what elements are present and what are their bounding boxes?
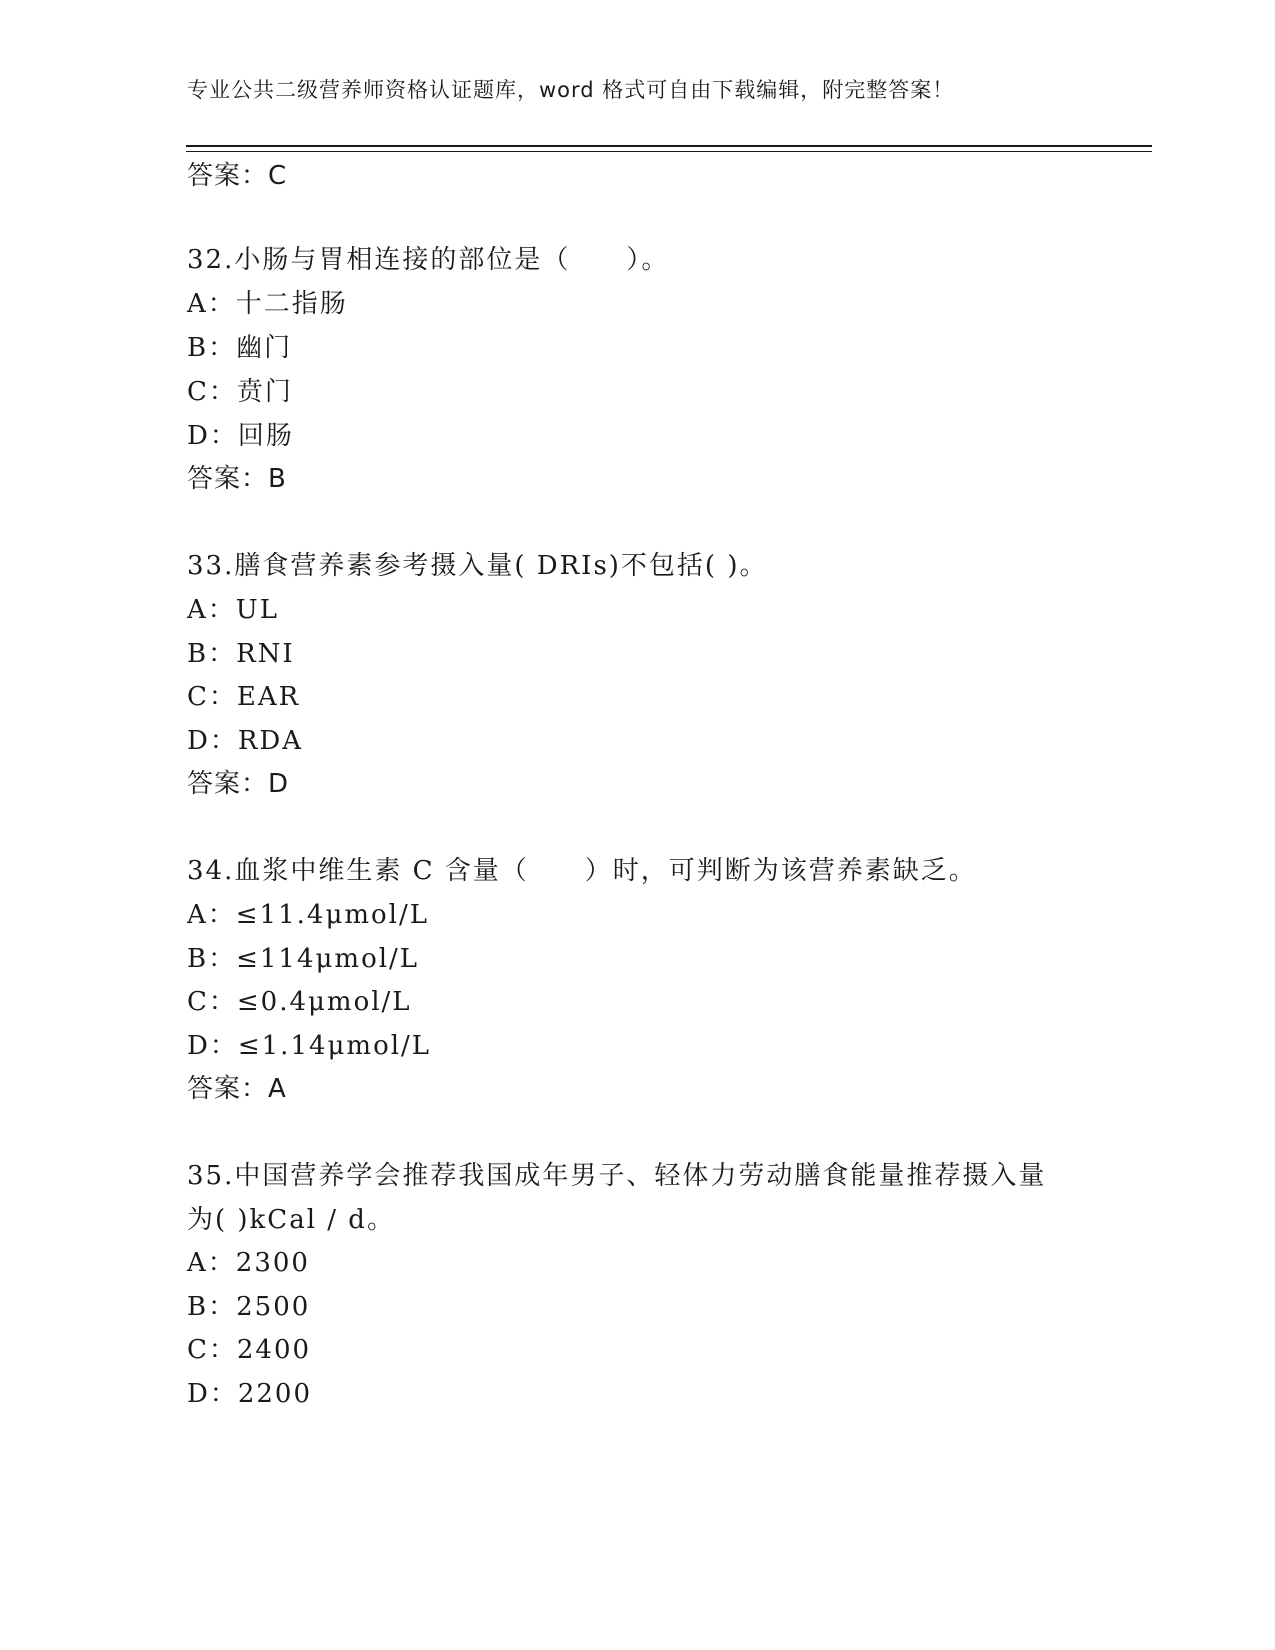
option-a: A：≤11.4μmol/L: [187, 900, 429, 930]
option-c: C：贲门: [187, 377, 293, 407]
option-c: C：EAR: [187, 682, 301, 712]
option-d: D：RDA: [187, 726, 304, 756]
option-b: B：2500: [187, 1292, 311, 1322]
option-d: D：≤1.14μmol/L: [187, 1031, 432, 1061]
answer: 答案：A: [187, 1074, 287, 1104]
option-a: A：十二指肠: [187, 289, 348, 319]
previous-answer: 答案：C: [187, 161, 288, 191]
question-stem-line-2: 为( )kCal / d。: [187, 1205, 395, 1235]
option-c: C：2400: [187, 1335, 312, 1365]
question-stem: 35.中国营养学会推荐我国成年男子、轻体力劳动膳食能量推荐摄入量: [187, 1161, 1047, 1191]
option-a: A：UL: [187, 595, 279, 625]
option-b: B：RNI: [187, 639, 295, 669]
option-b: B：≤114μmol/L: [187, 944, 420, 974]
question-stem: 34.血浆中维生素 C 含量（ ）时，可判断为该营养素缺乏。: [187, 856, 977, 886]
option-d: D：2200: [187, 1379, 313, 1409]
answer: 答案：D: [187, 769, 290, 799]
option-d: D：回肠: [187, 421, 294, 451]
option-b: B：幽门: [187, 333, 293, 363]
option-c: C：≤0.4μmol/L: [187, 987, 412, 1017]
question-stem: 32.小肠与胃相连接的部位是（ ）。: [187, 245, 670, 275]
option-a: A：2300: [187, 1248, 310, 1278]
answer: 答案：B: [187, 464, 287, 494]
header-divider: [186, 145, 1152, 152]
question-stem: 33.膳食营养素参考摄入量( DRIs)不包括( )。: [187, 551, 768, 581]
header-text: 专业公共二级营养师资格认证题库，word 格式可自由下载编辑，附完整答案！: [187, 78, 955, 102]
